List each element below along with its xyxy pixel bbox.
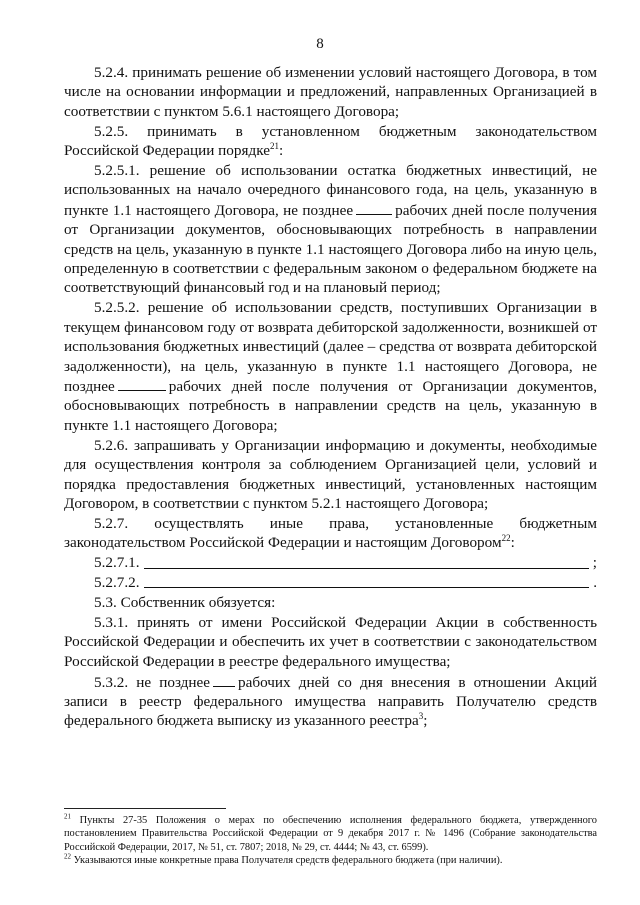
paragraph-text: 5.3.1. принять от имени Российской Федерации Акции в собственность Российской Федерации и обеспечить их учет в соответствии с законодательством Российской Федерации в реестре федерального имущества; bbox=[64, 613, 597, 670]
paragraph-punct: ; bbox=[423, 712, 428, 730]
footnote-ref-3: 3 bbox=[418, 711, 424, 722]
fill-in-line bbox=[144, 567, 589, 569]
item-punct: . bbox=[593, 574, 597, 592]
paragraph-text: 5.2.5.1. решение об использовании остатка бюджетных инвестиций, не использованных на начало очередного финансового года, на цель, указанную в пункте 1.1 настоящего Договора, не позднее bbox=[64, 162, 597, 219]
paragraph-text: 5.2.6. запрашивать у Организации информацию и документы, необходимые для осуществления контроля за соблюдением Организацией цели, условий и порядка предоставления бюджетных инвестиций, установленных настоящим Договором, в соответствии с пунктом 5.2.1 настоящего Договора; bbox=[64, 436, 597, 512]
paragraph-5-2-7 bbox=[64, 514, 597, 553]
blank-days-field bbox=[213, 672, 235, 687]
paragraph-text: рабочих дней со дня внесения в отношении Акций записи в реестр федерального имущества направить Получателю средств федерального бюджета выписку из указанного реестра bbox=[64, 673, 597, 730]
footnote-separator bbox=[64, 808, 226, 809]
footnote-21 bbox=[64, 814, 597, 854]
document-body bbox=[64, 63, 597, 731]
paragraph-5-3 bbox=[64, 593, 597, 612]
blank-days-field bbox=[118, 376, 166, 391]
paragraph-text: 5.2.5. принимать в установленном бюджетным законодательством Российской Федерации порядке bbox=[64, 122, 597, 160]
paragraph-5-2-5-1 bbox=[64, 161, 597, 298]
paragraph-5-2-7-1 bbox=[64, 553, 597, 572]
paragraph-text: 5.2.4. принимать решение об изменении условий настоящего Договора, в том числе на основании информации и предложений, направленных Организацией в соответствии с пунктом 5.6.1 настоящего Договора; bbox=[64, 64, 597, 120]
page-number: 8 bbox=[316, 36, 324, 52]
item-label: 5.2.7.2. bbox=[94, 574, 140, 592]
paragraph-text: 5.2.5.2. решение об использовании средств, поступивших Организации в текущем финансовом году от возврата дебиторской задолженности, возникшей от использования бюджетных инвестиций (далее – средства от возврата дебиторской задолженности), на цель, указанную в пункте 1.1 настоящего Договора, не позднее bbox=[64, 299, 597, 395]
footnote-mark: 21 bbox=[64, 812, 71, 821]
footnote-ref-21: 21 bbox=[269, 141, 279, 152]
paragraph-text: рабочих дней после получения от Организации документов, обосновывающих потребность в направлении средств на цель, указанную в пункте 1.1 настоящего Договора; bbox=[64, 378, 597, 434]
paragraph-5-2-5-2 bbox=[64, 298, 597, 435]
paragraph-5-3-1 bbox=[64, 613, 597, 671]
paragraph-punct: : bbox=[510, 534, 515, 552]
item-punct: ; bbox=[592, 554, 597, 572]
paragraph-text: 5.3.2. не позднее bbox=[94, 673, 211, 691]
footnote-22 bbox=[64, 854, 597, 867]
paragraph-5-2-4 bbox=[64, 63, 597, 121]
paragraph-text: 5.3. Собственник обязуется: bbox=[94, 593, 276, 611]
blank-days-field bbox=[356, 200, 392, 215]
footnote-ref-22: 22 bbox=[501, 533, 511, 544]
footnote-text: Указываются иные конкретные права Получателя средств федерального бюджета (при наличии). bbox=[73, 854, 503, 866]
footnote-text: Пункты 27-35 Положения о мерах по обеспечению исполнения федерального бюджета, утвержденного постановлением Правительства Российской Федерации от 9 декабря 2017 г. № 1496 (Собрание законодательства Российской Федерации, 2017, № 51, ст. 7807; 2018, № 29, ст. 4444; № 43, ст. 6599). bbox=[64, 815, 597, 853]
footnote-mark: 22 bbox=[64, 852, 71, 861]
item-label: 5.2.7.1. bbox=[94, 554, 140, 572]
paragraph-text: рабочих дней после получения от Организации документов, обосновывающих потребность в направлении средств на цель, указанную в пункте 1.1 настоящего Договора либо на иную цель, определенную в соответствии с федеральным законом о федеральном бюджете на соответствующий финансовый год и на плановый период; bbox=[64, 201, 597, 297]
footnotes bbox=[64, 814, 597, 867]
paragraph-punct: : bbox=[278, 142, 284, 160]
paragraph-5-2-7-2 bbox=[64, 573, 597, 592]
paragraph-5-2-5 bbox=[64, 122, 597, 161]
fill-in-line bbox=[144, 586, 590, 588]
paragraph-text: 5.2.7. осуществлять иные права, установленные бюджетным законодательством Российской Федерации и настоящим Договором bbox=[64, 514, 597, 552]
paragraph-5-2-6 bbox=[64, 436, 597, 514]
paragraph-5-3-2 bbox=[64, 672, 597, 731]
